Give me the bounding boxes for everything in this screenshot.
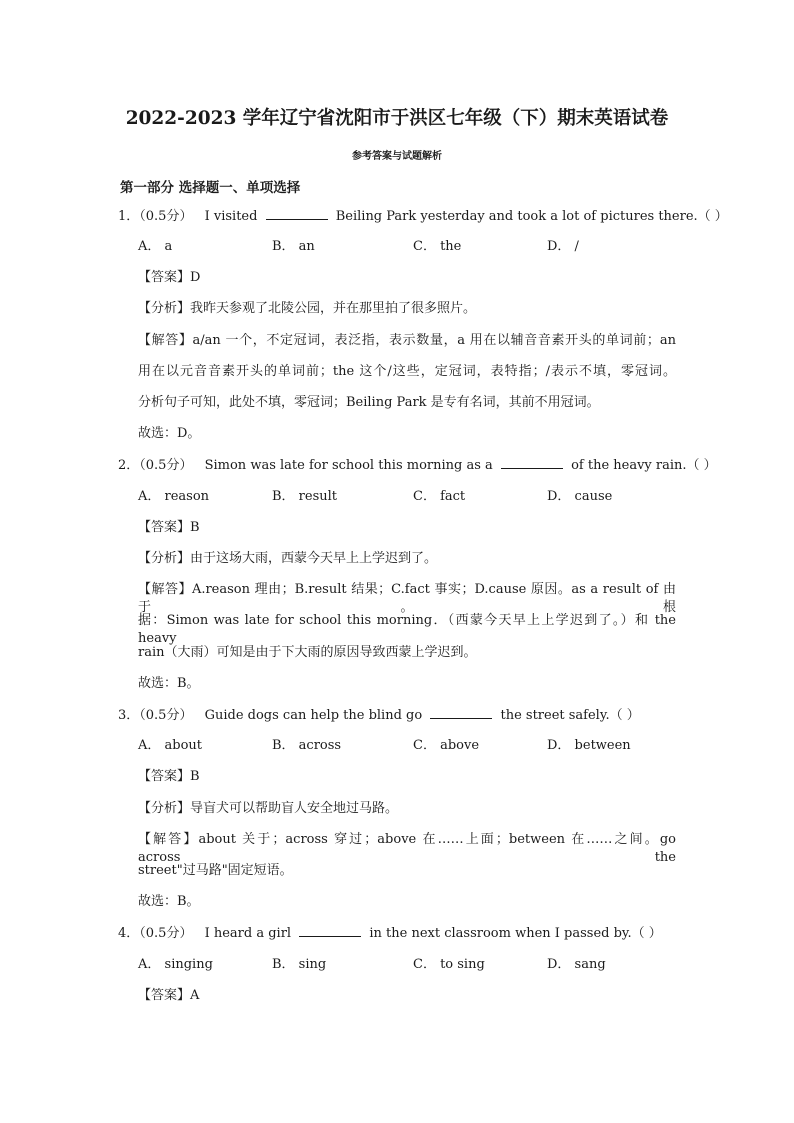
explanation-line: 【解答】A.reason 理由；B.result 结果；C.fact 事实；D.cause 原因。as a result of 由于。根 <box>138 582 676 615</box>
option-b: B． result <box>272 489 338 504</box>
analysis-line: 【分析】导盲犬可以帮助盲人安全地过马路。 <box>138 801 399 816</box>
option-b: B． an <box>272 239 315 254</box>
question-text-pre: I visited <box>204 209 258 224</box>
explanation-line: street"过马路"固定短语。 <box>138 863 293 878</box>
question-number: 1．（0.5分） <box>118 209 193 224</box>
question-text-post: in the next classroom when I passed by.（ ） <box>369 926 662 941</box>
option-d: D． / <box>547 239 579 254</box>
answer-line: 【答案】B <box>138 520 200 535</box>
answer-blank <box>430 706 492 719</box>
question-text-post: of the heavy rain.（ ） <box>571 458 717 473</box>
answer-line: 【答案】D <box>138 270 201 285</box>
question-number: 3．（0.5分） <box>118 708 193 723</box>
answer-blank <box>266 207 328 220</box>
explanation-line: 据：Simon was late for school this morning．（西蒙今天早上上学迟到了。）和 the heavy <box>138 613 676 646</box>
page-subtitle: 参考答案与试题解析 <box>352 151 442 162</box>
explanation-line: rain（大雨）可知是由于下大雨的原因导致西蒙上学迟到。 <box>138 645 477 660</box>
question-1 <box>118 207 728 226</box>
explanation-line: 【解答】about 关于；across 穿过；above 在……上面；between 在……之间。go across the <box>138 832 676 865</box>
question-text-post: Beiling Park yesterday and took a lot of pictures there.（ ） <box>335 209 728 224</box>
answer-blank <box>501 456 563 469</box>
question-4 <box>118 924 662 943</box>
choose-line: 故选：B。 <box>138 676 200 691</box>
question-text-post: the street safely.（ ） <box>500 708 640 723</box>
option-a: A． a <box>138 239 173 254</box>
answer-line: 【答案】B <box>138 769 200 784</box>
page-title: 2022-2023 学年辽宁省沈阳市于洪区七年级（下）期末英语试卷 <box>125 108 669 129</box>
analysis-line: 【分析】我昨天参观了北陵公园，并在那里拍了很多照片。 <box>138 301 477 316</box>
option-c: C． above <box>413 738 480 753</box>
option-d: D． between <box>547 738 631 753</box>
question-text-pre: I heard a girl <box>204 926 292 941</box>
question-number: 4．（0.5分） <box>118 926 193 941</box>
question-text-pre: Guide dogs can help the blind go <box>204 708 423 723</box>
option-c: C． the <box>413 239 462 254</box>
explanation-line: 用在以元音音素开头的单词前；the 这个/这些，定冠词，表特指；/表示不填，零冠词。 <box>138 364 676 379</box>
option-d: D． sang <box>547 957 606 972</box>
question-2 <box>118 456 717 475</box>
option-a: A． about <box>138 738 203 753</box>
option-b: B． across <box>272 738 342 753</box>
analysis-line: 【分析】由于这场大雨，西蒙今天早上上学迟到了。 <box>138 551 438 566</box>
option-b: B． sing <box>272 957 327 972</box>
explanation-line: 分析句子可知，此处不填，零冠词；Beiling Park 是专有名词，其前不用冠词。 <box>138 395 600 410</box>
option-c: C． to sing <box>413 957 485 972</box>
question-3 <box>118 706 640 725</box>
question-text-pre: Simon was late for school this morning as a <box>204 458 493 473</box>
option-c: C． fact <box>413 489 466 504</box>
choose-line: 故选：D。 <box>138 426 201 441</box>
choose-line: 故选：B。 <box>138 894 200 909</box>
answer-line: 【答案】A <box>138 988 200 1003</box>
answer-blank <box>299 924 361 937</box>
section-heading: 第一部分 选择题一、单项选择 <box>120 180 301 196</box>
option-a: A． reason <box>138 489 210 504</box>
option-a: A． singing <box>138 957 213 972</box>
option-d: D． cause <box>547 489 613 504</box>
question-number: 2．（0.5分） <box>118 458 193 473</box>
explanation-line: 【解答】a/an 一个，不定冠词，表泛指，表示数量，a 用在以辅音音素开头的单词前；an <box>138 333 676 348</box>
